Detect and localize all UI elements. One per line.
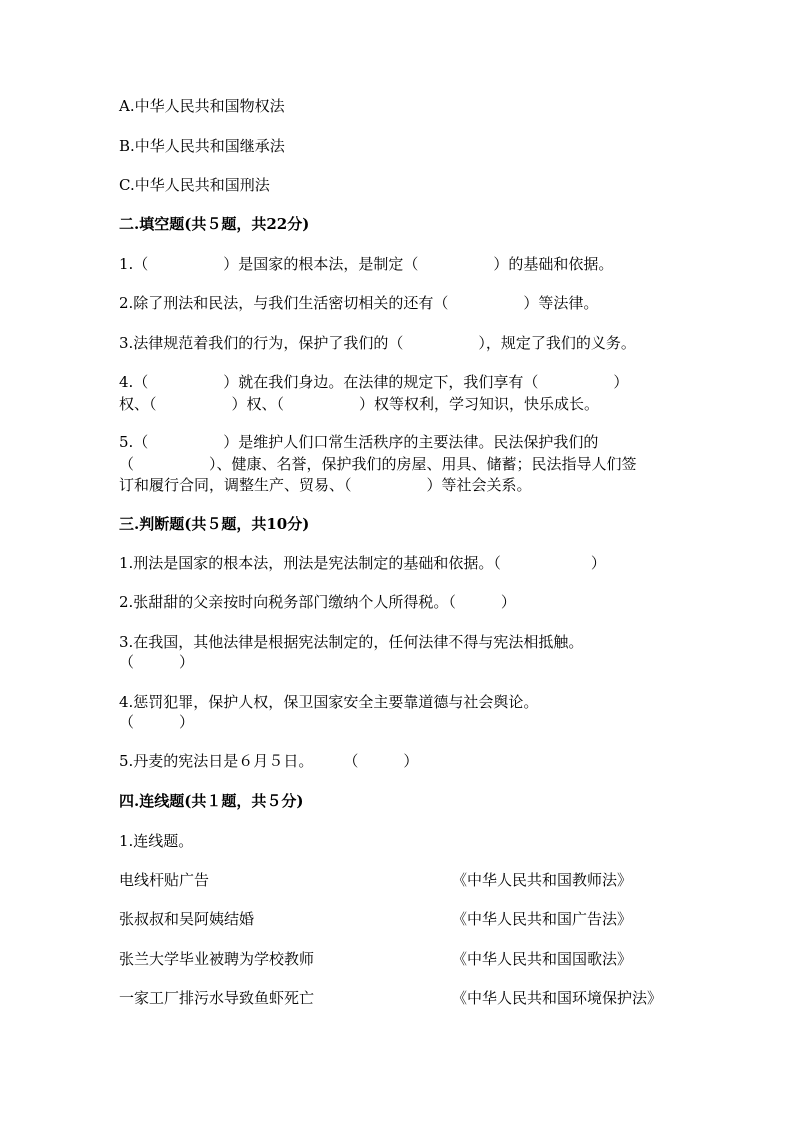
match-left-3: 张兰大学毕业被聘为学校教师	[119, 950, 315, 968]
judge-q4-line1: 4.惩罚犯罪，保护人权，保卫国家安全主要靠道德与社会舆论。	[119, 693, 539, 711]
match-left-2: 张叔叔和吴阿姨结婚	[119, 910, 255, 928]
fill-q2: 2.除了刑法和民法，与我们生活密切相关的还有（ ）等法律。	[119, 294, 599, 312]
fill-q1: 1.（ ）是国家的根本法，是制定（ ）的基础和依据。	[119, 255, 614, 273]
judge-q3-line2: （ ）	[119, 653, 195, 671]
section-3-title: 三.判断题(共５题，共10分)	[119, 515, 310, 533]
fill-q5-line1: 5.（ ）是维护人们口常生活秩序的主要法律。民法保护我们的	[119, 433, 599, 451]
match-right-2: 《中华人民共和国广告法》	[452, 910, 633, 928]
judge-q4-line2: （ ）	[119, 713, 195, 731]
judge-q1: 1.刑法是国家的根本法，刑法是宪法制定的基础和依据。（ ）	[119, 554, 606, 572]
option-b: B.中华人民共和国继承法	[119, 137, 285, 155]
judge-q3-line1: 3.在我国，其他法律是根据宪法制定的，任何法律不得与宪法相抵触。	[119, 633, 584, 651]
option-c: C.中华人民共和国刑法	[119, 176, 270, 194]
judge-q2: 2.张甜甜的父亲按时向税务部门缴纳个人所得税。（ ）	[119, 593, 516, 611]
match-left-4: 一家工厂排污水导致鱼虾死亡	[119, 989, 315, 1007]
fill-q5-line3: 订和履行合同，调整生产、贸易、（ ）等社会关系。	[119, 476, 532, 494]
match-right-4: 《中华人民共和国环境保护法》	[452, 989, 663, 1007]
judge-q5: 5.丹麦的宪法日是６月５日。 （ ）	[119, 752, 419, 770]
section-4-title: 四.连线题(共１题，共５分)	[119, 792, 304, 810]
fill-q4-line2: 权、（ ）权、（ ）权等权利，学习知识，快乐成长。	[119, 395, 600, 413]
match-q1: 1.连线题。	[119, 832, 194, 850]
option-a: A.中华人民共和国物权法	[119, 97, 285, 115]
section-2-title: 二.填空题(共５题，共22分)	[119, 215, 310, 233]
fill-q3: 3.法律规范着我们的行为，保护了我们的（ ），规定了我们的义务。	[119, 334, 636, 352]
match-left-1: 电线杆贴广告	[119, 871, 210, 889]
match-right-3: 《中华人民共和国国歌法》	[452, 950, 633, 968]
match-right-1: 《中华人民共和国教师法》	[452, 871, 633, 889]
fill-q4-line1: 4.（ ）就在我们身边。在法律的规定下，我们享有（ ）	[119, 373, 629, 391]
fill-q5-line2: （ ）、健康、名誉，保护我们的房屋、用具、储蓄；民法指导人们签	[119, 455, 637, 473]
